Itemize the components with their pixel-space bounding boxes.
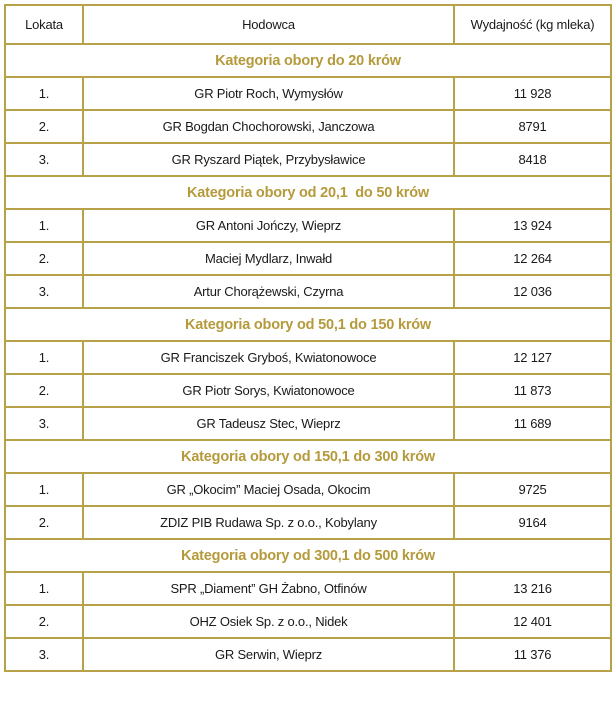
table-row: [5, 77, 611, 110]
category-row: [5, 44, 611, 77]
yield-cell: 9164: [454, 506, 611, 539]
breeder-cell: GR Ryszard Piątek, Przybysławice: [83, 143, 454, 176]
header-row: [5, 5, 611, 44]
place-cell: 2.: [5, 110, 83, 143]
breeder-cell: GR Bogdan Chochorowski, Janczowa: [83, 110, 454, 143]
category-label: Kategoria obory od 150,1 do 300 krów: [5, 440, 611, 473]
table-row: [5, 275, 611, 308]
breeder-cell: GR Antoni Jończy, Wieprz: [83, 209, 454, 242]
category-label: Kategoria obory od 20,1 do 50 krów: [5, 176, 611, 209]
breeder-cell: GR „Okocim” Maciej Osada, Okocim: [83, 473, 454, 506]
category-label: Kategoria obory od 300,1 do 500 krów: [5, 539, 611, 572]
breeder-cell: GR Piotr Roch, Wymysłów: [83, 77, 454, 110]
yield-cell: 12 036: [454, 275, 611, 308]
header-yield: Wydajność (kg mleka): [454, 5, 611, 44]
place-cell: 1.: [5, 572, 83, 605]
yield-cell: 11 873: [454, 374, 611, 407]
place-cell: 1.: [5, 77, 83, 110]
yield-cell: 11 928: [454, 77, 611, 110]
header-breeder: Hodowca: [83, 5, 454, 44]
yield-cell: 8791: [454, 110, 611, 143]
table-row: [5, 341, 611, 374]
place-cell: 3.: [5, 407, 83, 440]
breeder-cell: Artur Chorążewski, Czyrna: [83, 275, 454, 308]
yield-cell: 12 401: [454, 605, 611, 638]
place-cell: 1.: [5, 209, 83, 242]
yield-cell: 13 216: [454, 572, 611, 605]
breeder-cell: GR Piotr Sorys, Kwiatonowoce: [83, 374, 454, 407]
table-row: [5, 110, 611, 143]
place-cell: 3.: [5, 275, 83, 308]
yield-cell: 11 376: [454, 638, 611, 671]
breeder-cell: SPR „Diament” GH Żabno, Otfinów: [83, 572, 454, 605]
category-row: [5, 440, 611, 473]
breeder-cell: GR Serwin, Wieprz: [83, 638, 454, 671]
category-row: [5, 539, 611, 572]
place-cell: 3.: [5, 638, 83, 671]
header-place: Lokata: [5, 5, 83, 44]
breeder-cell: GR Franciszek Gryboś, Kwiatonowoce: [83, 341, 454, 374]
table-row: [5, 209, 611, 242]
place-cell: 3.: [5, 143, 83, 176]
category-label: Kategoria obory od 50,1 do 150 krów: [5, 308, 611, 341]
breeder-cell: ZDIZ PIB Rudawa Sp. z o.o., Kobylany: [83, 506, 454, 539]
place-cell: 2.: [5, 374, 83, 407]
yield-cell: 11 689: [454, 407, 611, 440]
place-cell: 1.: [5, 341, 83, 374]
place-cell: 2.: [5, 506, 83, 539]
place-cell: 1.: [5, 473, 83, 506]
table-row: [5, 605, 611, 638]
yield-cell: 13 924: [454, 209, 611, 242]
results-table-container: [4, 4, 612, 672]
table-row: [5, 473, 611, 506]
table-row: [5, 143, 611, 176]
table-row: [5, 572, 611, 605]
table-row: [5, 374, 611, 407]
breeder-cell: GR Tadeusz Stec, Wieprz: [83, 407, 454, 440]
results-table: [4, 4, 612, 672]
table-row: [5, 407, 611, 440]
table-row: [5, 242, 611, 275]
yield-cell: 12 127: [454, 341, 611, 374]
yield-cell: 9725: [454, 473, 611, 506]
breeder-cell: OHZ Osiek Sp. z o.o., Nidek: [83, 605, 454, 638]
place-cell: 2.: [5, 605, 83, 638]
yield-cell: 8418: [454, 143, 611, 176]
place-cell: 2.: [5, 242, 83, 275]
breeder-cell: Maciej Mydlarz, Inwałd: [83, 242, 454, 275]
table-row: [5, 506, 611, 539]
table-row: [5, 638, 611, 671]
category-label: Kategoria obory do 20 krów: [5, 44, 611, 77]
category-row: [5, 176, 611, 209]
category-row: [5, 308, 611, 341]
yield-cell: 12 264: [454, 242, 611, 275]
